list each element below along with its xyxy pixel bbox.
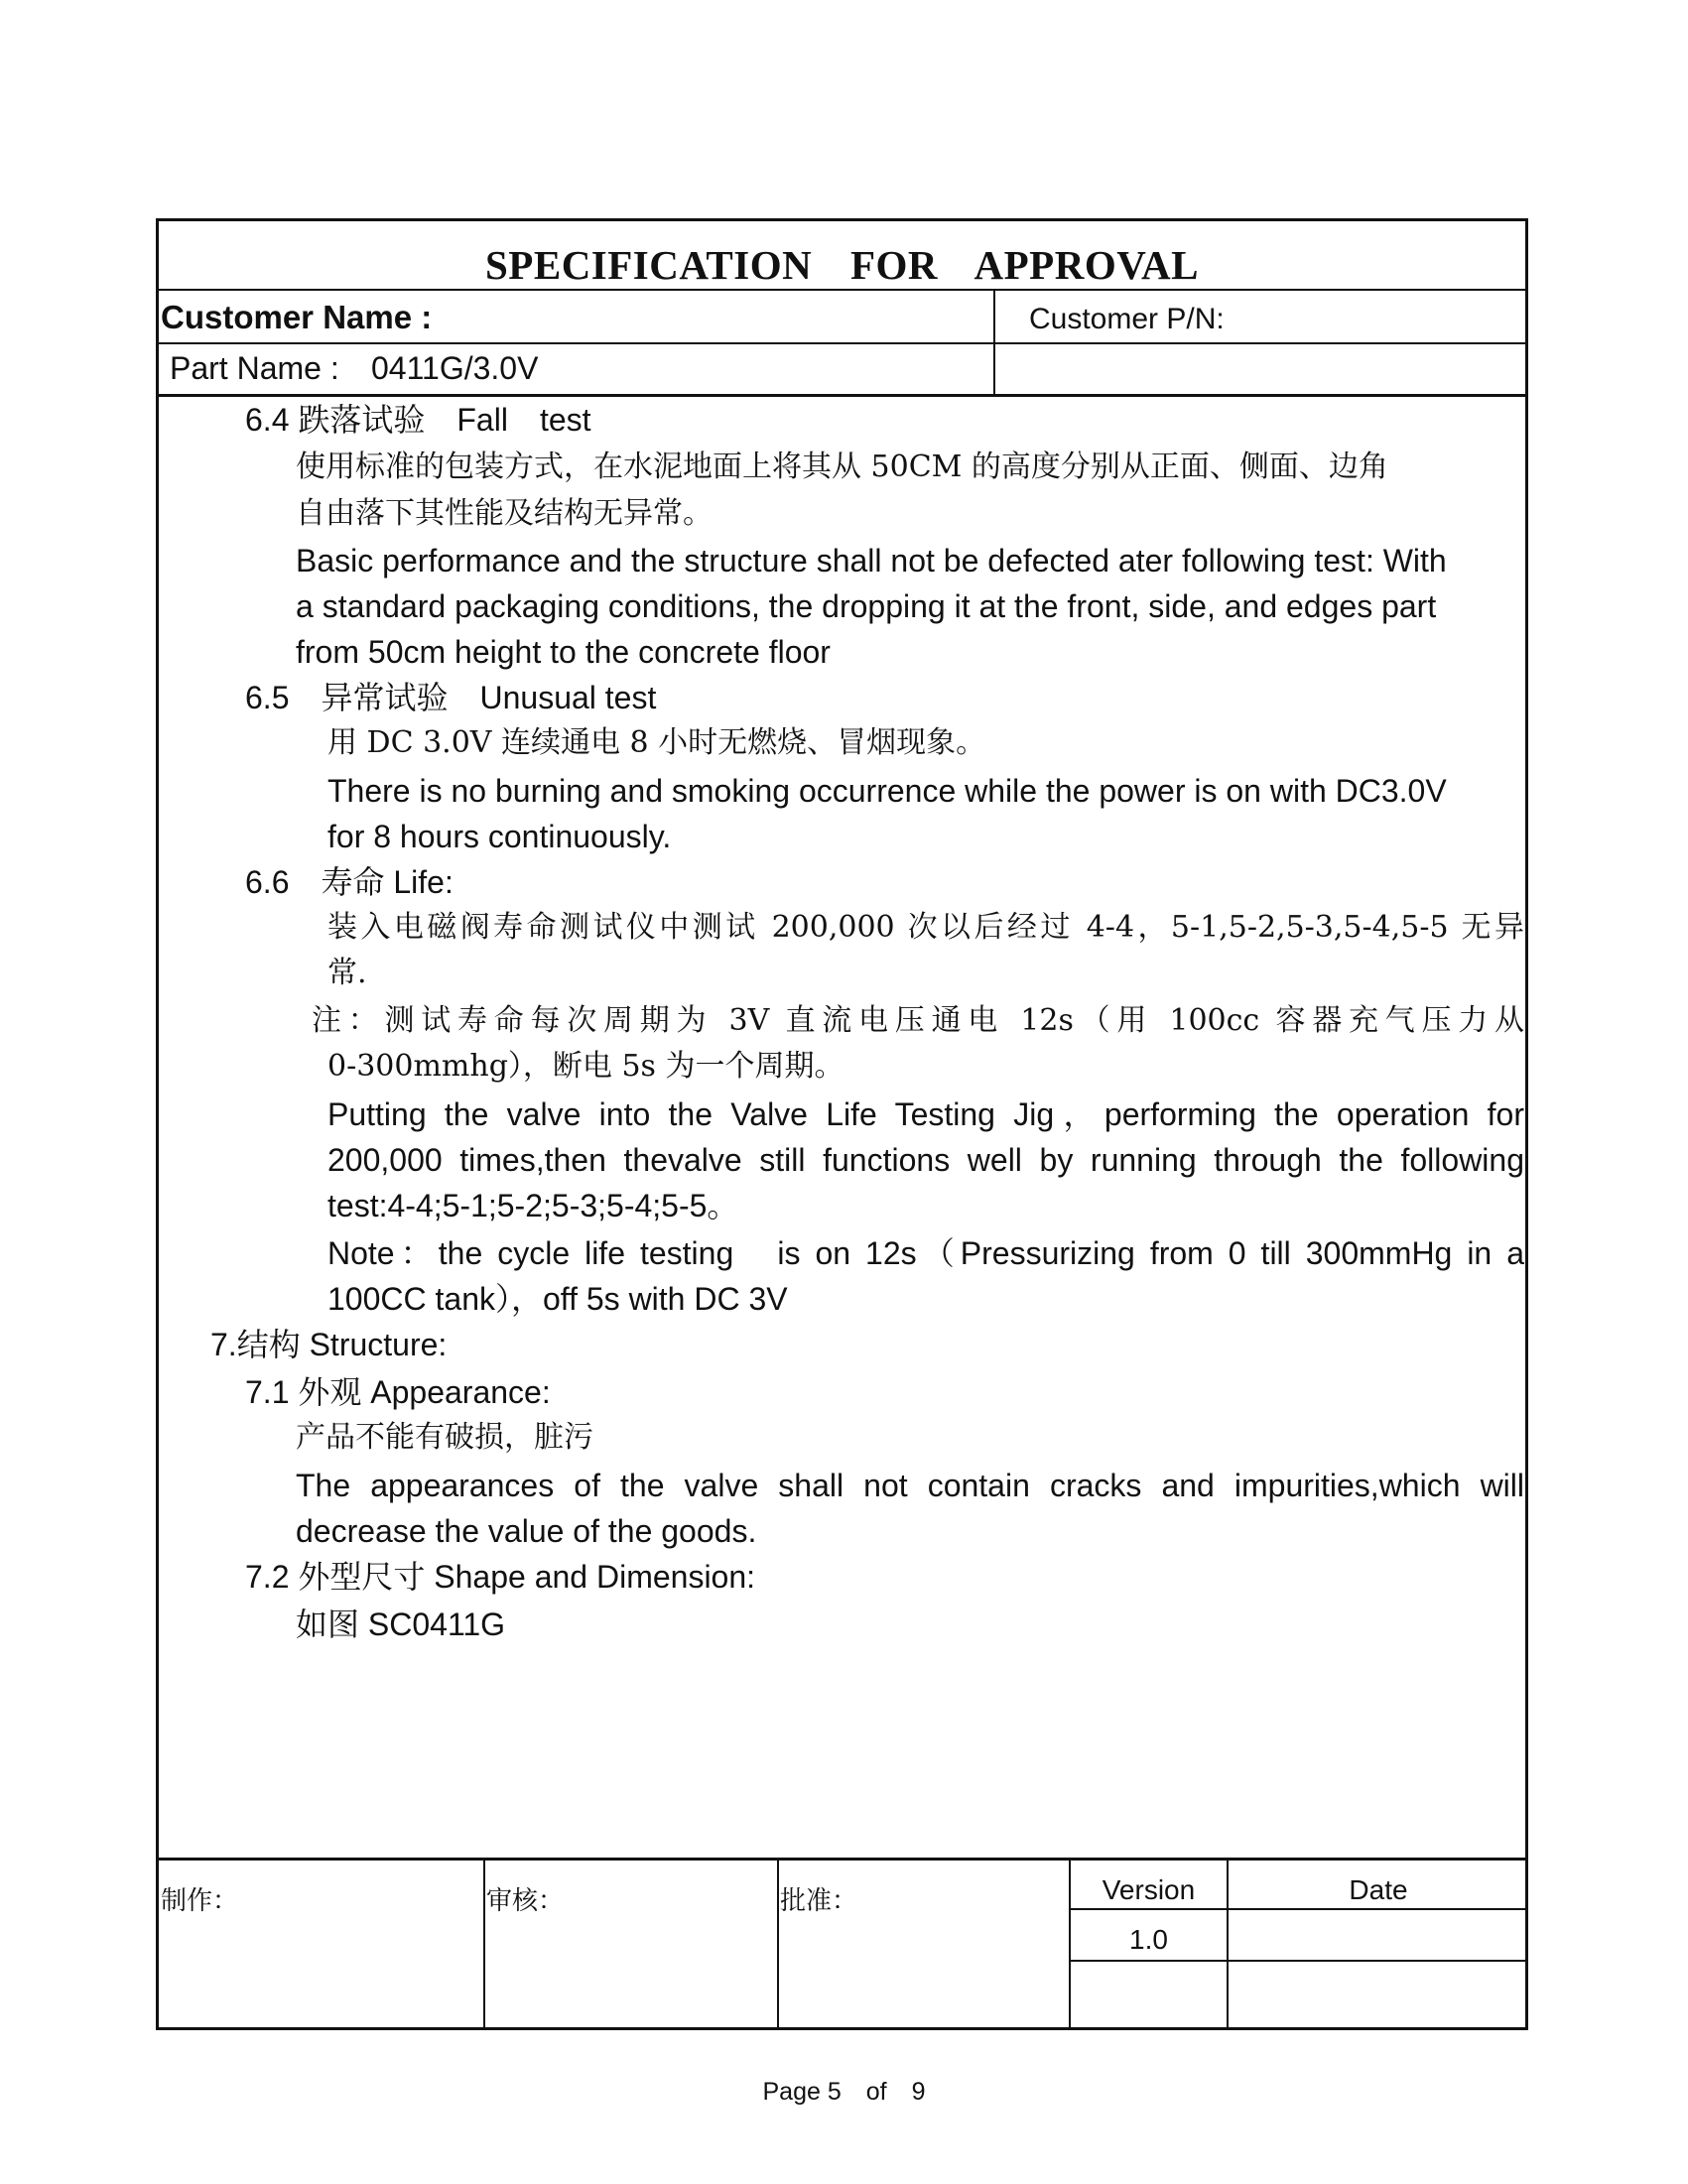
section-6-5-heading: 6.5 异常试验 Unusual test	[245, 680, 657, 715]
document-title: SPECIFICATION FOR APPROVAL	[485, 242, 1199, 288]
section-6-6-en-line: 200,000 times,then thevalve still functions well by running through the following	[327, 1142, 1524, 1178]
section-7-1-en-line: The appearances of the valve shall not contain cracks and impurities,which will	[296, 1468, 1524, 1503]
section-6-6-heading: 6.6 寿命 Life:	[245, 864, 454, 900]
section-6-6-note-cn-line: 0-300mmhg），断电 5s 为一个周期。	[327, 1049, 844, 1084]
spec-content	[159, 394, 1525, 1861]
part-row-divider	[993, 342, 995, 394]
made-by-label: 制作：	[161, 1886, 239, 1916]
section-6-6-note-cn-line: 注：测试寿命每次周期为 3V 直流电压通电 12s（用 100cc 容器充气压力从	[312, 1003, 1524, 1038]
footer-divider	[483, 1861, 485, 2027]
section-6-6-en-line: test:4-4;5-1;5-2;5-3;5-4;5-5。	[327, 1188, 739, 1223]
version-value: 1.0	[1129, 1924, 1168, 1955]
reviewed-by-label: 审核：	[486, 1886, 565, 1916]
customer-name-label: Customer Name :	[161, 299, 433, 335]
spec-sheet-frame	[156, 218, 1528, 2030]
section-7-1-heading: 7.1 外观 Appearance:	[245, 1374, 551, 1410]
footer-row-divider	[1069, 1960, 1525, 1962]
section-6-6-cn-line: 装入电磁阀寿命测试仪中测试 200,000 次以后经过 4-4，5-1,5-2,5-3,5-4,5-5 无异	[327, 910, 1524, 945]
section-6-5-en-line: There is no burning and smoking occurrence while the power is on with DC3.0V	[327, 773, 1447, 809]
section-6-6-note-en-line: Note：the cycle life testing is on 12s（Pressurizing from 0 till 300mmHg in a	[327, 1235, 1524, 1271]
approved-by-label: 批准：	[780, 1886, 858, 1916]
footer-row-divider	[1069, 1908, 1525, 1910]
section-7-1-cn-line: 产品不能有破损，脏污	[296, 1420, 593, 1455]
customer-row	[159, 289, 1525, 344]
date-label: Date	[1349, 1874, 1408, 1905]
section-7-2-figure-ref: 如图 SC0411G	[296, 1606, 506, 1642]
section-7-2-heading: 7.2 外型尺寸 Shape and Dimension:	[245, 1559, 756, 1595]
signoff-table	[159, 1858, 1525, 2027]
section-6-4-cn-line: 自由落下其性能及结构无异常。	[296, 496, 713, 531]
section-7-1-en-line: decrease the value of the goods.	[296, 1513, 757, 1549]
section-6-6-cn-line: 常.	[327, 956, 367, 990]
part-name-value: 0411G/3.0V	[371, 350, 539, 386]
customer-row-divider	[993, 289, 995, 342]
title-row	[159, 221, 1525, 291]
section-6-4-en-line: from 50cm height to the concrete floor	[296, 634, 831, 670]
section-6-6-note-en-line: 100CC tank），off 5s with DC 3V	[327, 1281, 788, 1317]
part-name-label: Part Name :	[170, 350, 339, 386]
section-6-4-heading: 6.4 跌落试验 Fall test	[245, 402, 591, 438]
section-6-5-en-line: for 8 hours continuously.	[327, 819, 672, 854]
part-name-row	[159, 342, 1525, 397]
section-6-6-en-line: Putting the valve into the Valve Life Testing Jig，performing the operation for	[327, 1096, 1525, 1132]
section-6-4-en-line: a standard packaging conditions, the dropping it at the front, side, and edges part	[296, 588, 1437, 624]
page-number: Page 5 of 9	[762, 2078, 926, 2106]
footer-divider	[777, 1861, 779, 2027]
section-6-4-en-line: Basic performance and the structure shall not be defected ater following test: With	[296, 543, 1447, 578]
section-7-heading: 7.结构 Structure:	[210, 1327, 448, 1362]
version-label: Version	[1102, 1874, 1196, 1905]
section-6-4-cn-line: 使用标准的包装方式，在水泥地面上将其从 50CM 的高度分别从正面、侧面、边角	[296, 450, 1388, 484]
customer-pn-label: Customer P/N:	[1029, 303, 1225, 335]
section-6-5-cn-line: 用 DC 3.0V 连续通电 8 小时无燃烧、冒烟现象。	[327, 725, 986, 760]
